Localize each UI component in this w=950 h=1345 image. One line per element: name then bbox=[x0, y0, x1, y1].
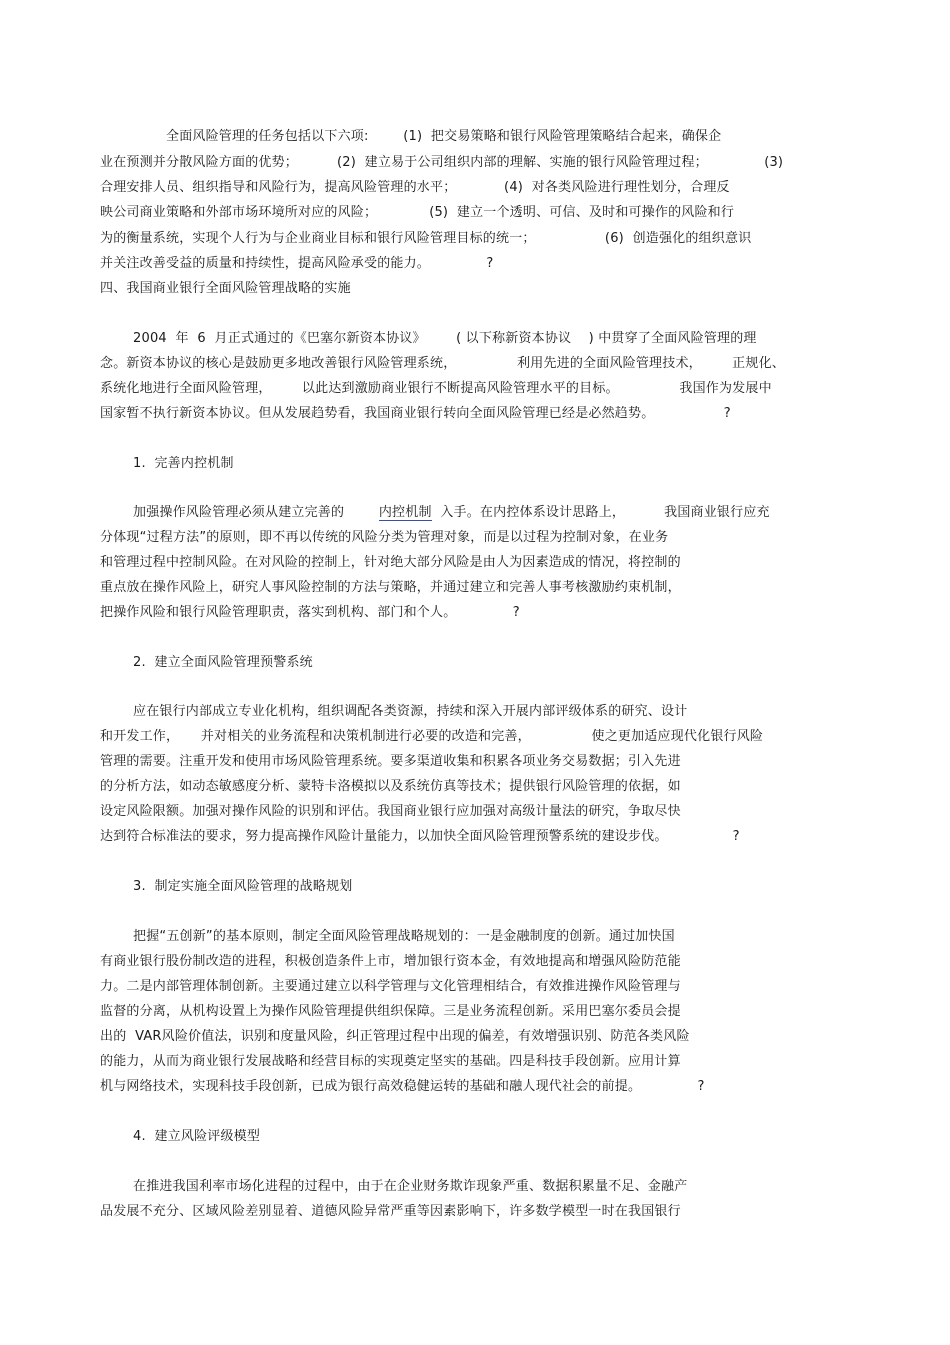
paragraph-5-line: 把握“五创新”的基本原则，制定全面风险管理战略规划的：一是金融制度的创新。通过加快国 bbox=[133, 929, 675, 944]
paragraph-1-line: 并关注改善受益的质量和持续性，提高风险承受的能力。 ? bbox=[100, 256, 494, 271]
paragraph-2-line: 国家暂不执行新资本协议。但从发展趋势看，我国商业银行转向全面风险管理已经是必然趋势。 ? bbox=[100, 406, 731, 421]
subsection-heading-3: 3. 制定实施全面风险管理的战略规划 bbox=[133, 879, 353, 894]
subsection-heading-1: 1. 完善内控机制 bbox=[133, 456, 234, 471]
paragraph-2-line: 系统化地进行全面风险管理， 以此达到激励商业银行不断提高风险管理水平的目标。 我国作为发展中 bbox=[100, 381, 772, 396]
paragraph-4-line: 管理的需要。注重开发和使用市场风险管理系统。要多渠道收集和积累各项业务交易数据；引入先进 bbox=[100, 754, 681, 769]
paragraph-1-line: 全面风险管理的任务包括以下六项: (1) 把交易策略和银行风险管理策略结合起来，确保企 bbox=[166, 129, 722, 144]
paragraph-3-line: 分体现“过程方法”的原则，即不再以传统的风险分类为管理对象，而是以过程为控制对象，在业务 bbox=[100, 530, 669, 545]
paragraph-2-line: 2004 年 6 月正式通过的《巴塞尔新资本协议》 ( 以下称新资本协议 ) 中贯穿了全面风险管理的理 bbox=[133, 331, 757, 346]
paragraph-2-line: 念。新资本协议的核心是鼓励更多地改善银行风险管理系统， 利用先进的全面风险管理技术， 正规化、 bbox=[100, 356, 785, 371]
paragraph-3-text: 加强操作风险管理必须从建立完善的 bbox=[133, 505, 379, 520]
internal-control-link[interactable]: 内控机制 bbox=[378, 505, 432, 520]
paragraph-4-line: 达到符合标准法的要求，努力提高操作风险计量能力，以加快全面风险管理预警系统的建设步伐。 ? bbox=[100, 829, 740, 844]
paragraph-6-line: 品发展不充分、区域风险差别显着、道德风险异常严重等因素影响下，许多数学模型一时在我国银行 bbox=[100, 1204, 681, 1219]
paragraph-5-line: 力。二是内部管理体制创新。主要通过建立以科学管理与文化管理相结合，有效推进操作风险管理与 bbox=[100, 979, 681, 994]
paragraph-4-line: 的分析方法，如动态敏感度分析、蒙特卡洛模拟以及系统仿真等技术；提供银行风险管理的依据，如 bbox=[100, 779, 681, 794]
paragraph-4-line: 设定风险限额。加强对操作风险的识别和评估。我国商业银行应加强对高级计量法的研究，争取尽快 bbox=[100, 804, 681, 819]
paragraph-3-line: 和管理过程中控制风险。在对风险的控制上，针对绝大部分风险是由人为因素造成的情况，将控制的 bbox=[100, 555, 681, 570]
paragraph-1-line: 合理安排人员、组织指导和风险行为，提高风险管理的水平； (4) 对各类风险进行理性划分，合理反 bbox=[100, 180, 730, 195]
paragraph-4-line: 应在银行内部成立专业化机构，组织调配各类资源，持续和深入开展内部评级体系的研究、设计 bbox=[133, 704, 688, 719]
paragraph-6-line: 在推进我国利率市场化进程的过程中，由于在企业财务欺诈现象严重、数据积累量不足、金融产 bbox=[133, 1179, 688, 1194]
paragraph-1-line: 映公司商业策略和外部市场环境所对应的风险； (5) 建立一个透明、可信、及时和可操作的风险和行 bbox=[100, 205, 735, 220]
paragraph-3-text: 入手。在内控体系设计思路上， 我国商业银行应充 bbox=[431, 505, 770, 520]
paragraph-1-line: 业在预测并分散风险方面的优势； (2) 建立易于公司组织内部的理解、实施的银行风险管理过程； (3) bbox=[100, 155, 784, 170]
paragraph-3-line: 把操作风险和银行风险管理职责，落实到机构、部门和个人。 ? bbox=[100, 605, 520, 620]
paragraph-3-line: 重点放在操作风险上，研究人事风险控制的方法与策略，并通过建立和完善人事考核激励约束机制， bbox=[100, 580, 681, 595]
subsection-heading-4: 4. 建立风险评级模型 bbox=[133, 1129, 261, 1144]
subsection-heading-2: 2. 建立全面风险管理预警系统 bbox=[133, 655, 313, 670]
paragraph-1-line: 为的衡量系统，实现个人行为与企业商业目标和银行风险管理目标的统一； (6) 创造强化的组织意识 bbox=[100, 231, 752, 246]
paragraph-5-line: 有商业银行股份制改造的进程，积极创造条件上市，增加银行资本金，有效地提高和增强风险防范能 bbox=[100, 954, 681, 969]
paragraph-5-line: 出的 VAR风险价值法，识别和度量风险，纠正管理过程中出现的偏差，有效增强识别、防范各类风险 bbox=[100, 1029, 690, 1044]
section-heading: 四、我国商业银行全面风险管理战略的实施 bbox=[100, 281, 351, 296]
paragraph-3-line bbox=[133, 504, 770, 522]
paragraph-5-line: 机与网络技术，实现科技手段创新，已成为银行高效稳健运转的基础和融人现代社会的前提。 ? bbox=[100, 1079, 705, 1094]
paragraph-5-line: 监督的分离，从机构设置上为操作风险管理提供组织保障。三是业务流程创新。采用巴塞尔委员会提 bbox=[100, 1004, 681, 1019]
paragraph-5-line: 的能力，从而为商业银行发展战略和经营目标的实现奠定坚实的基础。四是科技手段创新。应用计算 bbox=[100, 1054, 681, 1069]
paragraph-4-line: 和开发工作， 并对相关的业务流程和决策机制进行必要的改造和完善， 使之更加适应现代化银行风险 bbox=[100, 729, 764, 744]
